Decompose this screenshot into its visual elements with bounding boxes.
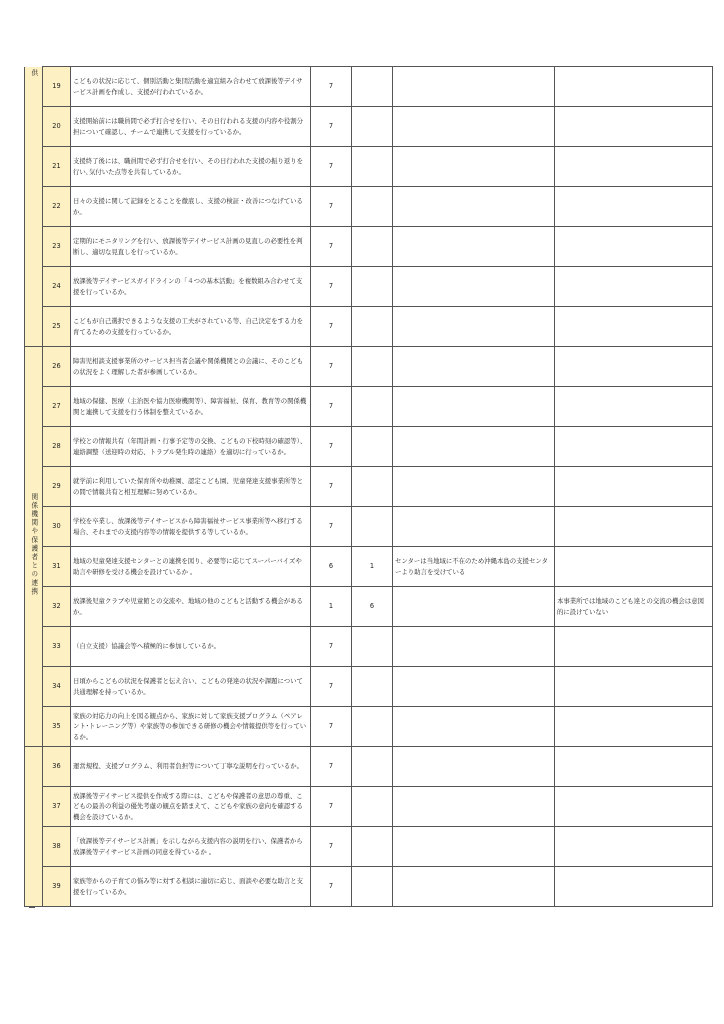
remarks-cell — [393, 467, 555, 507]
improvement-cell — [555, 667, 713, 707]
remarks-cell — [393, 267, 555, 307]
table-row — [25, 867, 713, 907]
item-number: 21 — [43, 147, 71, 187]
improvement-cell — [555, 747, 713, 787]
table-row — [25, 747, 713, 787]
remarks-cell: センターは当地域に不在のため沖縄本島の支援センターより助言を受けている — [393, 547, 555, 587]
improvement-cell — [555, 787, 713, 827]
no-count — [352, 307, 393, 347]
item-number: 22 — [43, 187, 71, 227]
table-row — [25, 787, 713, 827]
item-number: 34 — [43, 667, 71, 707]
no-count — [352, 227, 393, 267]
no-count — [352, 187, 393, 227]
item-number: 39 — [43, 867, 71, 907]
table-row — [25, 307, 713, 347]
no-count — [352, 467, 393, 507]
item-question: 日々の支援に関して記録をとることを徹底し、支援の検証・改善につなげているか。 — [71, 187, 311, 227]
item-question: 日頃からこどもの状況を保護者と伝え合い、こどもの発達の状況や課題について共通理解を持っているか。 — [71, 667, 311, 707]
table-row — [25, 707, 713, 747]
item-number: 36 — [43, 747, 71, 787]
table-row — [25, 627, 713, 667]
table-row — [25, 587, 713, 627]
yes-count: 7 — [311, 707, 352, 747]
yes-count: 7 — [311, 267, 352, 307]
category-cell — [25, 747, 43, 907]
yes-count: 7 — [311, 307, 352, 347]
improvement-cell — [555, 507, 713, 547]
item-question: 支援開始前には職員間で必ず打合せを行い、その日行われる支援の内容や役割分担について確認し、チームで連携して支援を行っているか。 — [71, 107, 311, 147]
remarks-cell — [393, 747, 555, 787]
item-number: 23 — [43, 227, 71, 267]
no-count — [352, 107, 393, 147]
category-label: 関係機関や保護者との連携 — [29, 493, 38, 597]
item-question: 就学前に利用していた保育所や幼稚園、認定こども園、児童発達支援事業所等との間で情報共有と相互理解に努めているか。 — [71, 467, 311, 507]
no-count — [352, 347, 393, 387]
remarks-cell — [393, 627, 555, 667]
remarks-cell — [393, 827, 555, 867]
no-count — [352, 707, 393, 747]
improvement-cell — [555, 627, 713, 667]
item-number: 20 — [43, 107, 71, 147]
yes-count: 7 — [311, 67, 352, 107]
improvement-cell — [555, 187, 713, 227]
remarks-cell — [393, 187, 555, 227]
table-row — [25, 147, 713, 187]
item-number: 37 — [43, 787, 71, 827]
no-count — [352, 147, 393, 187]
yes-count: 7 — [311, 467, 352, 507]
table-row — [25, 427, 713, 467]
remarks-cell — [393, 427, 555, 467]
item-question: 地域の児童発達支援センターとの連携を図り、必要等に応じてスーパーバイズや助言や研修を受ける機会を設けているか 。 — [71, 547, 311, 587]
table-row — [25, 547, 713, 587]
yes-count: 6 — [311, 547, 352, 587]
improvement-cell — [555, 867, 713, 907]
item-number: 33 — [43, 627, 71, 667]
improvement-cell — [555, 307, 713, 347]
no-count — [352, 667, 393, 707]
no-count — [352, 507, 393, 547]
item-number: 28 — [43, 427, 71, 467]
no-count — [352, 787, 393, 827]
remarks-cell — [393, 347, 555, 387]
item-number: 27 — [43, 387, 71, 427]
improvement-cell: 本事業所では地域のこども達との交流の機会は意図的に設けていない — [555, 587, 713, 627]
item-question: 運営規程、支援プログラム、利用者負担等について丁寧な説明を行っているか。 — [71, 747, 311, 787]
no-count — [352, 427, 393, 467]
improvement-cell — [555, 547, 713, 587]
item-question: 定期的にモニタリングを行い、放課後等デイサービス計画の見直しの必要性を判断し、適切な見直しを行っているか。 — [71, 227, 311, 267]
remarks-cell — [393, 667, 555, 707]
item-number: 30 — [43, 507, 71, 547]
item-question: 放課後等デイサービスガイドラインの「４つの基本活動」を複数組み合わせて支援を行っているか。 — [71, 267, 311, 307]
no-count: 6 — [352, 587, 393, 627]
remarks-cell — [393, 307, 555, 347]
item-question: 放課後等デイサービス提供を作成する際には、こどもや保護者の意思の尊重、こどもの最善の利益の優先考慮の観点を踏まえて、こどもや家族の意向を確認する機会を設けているか。 — [71, 787, 311, 827]
improvement-cell — [555, 147, 713, 187]
no-count — [352, 747, 393, 787]
item-number: 24 — [43, 267, 71, 307]
yes-count: 7 — [311, 827, 352, 867]
category-cell — [25, 67, 43, 347]
yes-count: 7 — [311, 347, 352, 387]
item-question: こどもが自己選択できるような支援の工夫がされている等、自己決定をする力を育てるための支援を行っているか。 — [71, 307, 311, 347]
yes-count: 7 — [311, 427, 352, 467]
item-number: 26 — [43, 347, 71, 387]
improvement-cell — [555, 107, 713, 147]
table-row — [25, 387, 713, 427]
no-count — [352, 387, 393, 427]
yes-count: 7 — [311, 627, 352, 667]
remarks-cell — [393, 507, 555, 547]
yes-count: 7 — [311, 747, 352, 787]
table-row — [25, 827, 713, 867]
evaluation-table-body — [25, 67, 713, 907]
no-count — [352, 267, 393, 307]
item-question: 地域の保健、医療（主治医や協力医療機関等）、障害福祉、保育、教育等の関係機関と連携して支援を行う体制を整えているか。 — [71, 387, 311, 427]
remarks-cell — [393, 787, 555, 827]
no-count — [352, 627, 393, 667]
yes-count: 7 — [311, 787, 352, 827]
improvement-cell — [555, 427, 713, 467]
table-row — [25, 187, 713, 227]
table-row — [25, 67, 713, 107]
remarks-cell — [393, 387, 555, 427]
table-row — [25, 227, 713, 267]
improvement-cell — [555, 347, 713, 387]
improvement-cell — [555, 387, 713, 427]
item-number: 32 — [43, 587, 71, 627]
improvement-cell — [555, 827, 713, 867]
item-number: 19 — [43, 67, 71, 107]
improvement-cell — [555, 707, 713, 747]
remarks-cell — [393, 147, 555, 187]
improvement-cell — [555, 227, 713, 267]
item-number: 35 — [43, 707, 71, 747]
item-number: 25 — [43, 307, 71, 347]
remarks-cell — [393, 67, 555, 107]
no-count — [352, 827, 393, 867]
table-row — [25, 507, 713, 547]
table-row — [25, 667, 713, 707]
table-row — [25, 107, 713, 147]
category-stub-line — [29, 906, 35, 908]
remarks-cell — [393, 587, 555, 627]
yes-count: 7 — [311, 667, 352, 707]
yes-count: 7 — [311, 227, 352, 267]
table-row — [25, 347, 713, 387]
no-count — [352, 67, 393, 107]
remarks-cell — [393, 867, 555, 907]
yes-count: 7 — [311, 187, 352, 227]
no-count — [352, 867, 393, 907]
item-question: 障害児相談支援事業所のサービス担当者会議や関係機関との会議に、そのこどもの状況をよく理解した者が参画しているか。 — [71, 347, 311, 387]
item-question: 放課後児童クラブや児童館との交流や、地域の他のこどもと活動する機会があるか。 — [71, 587, 311, 627]
evaluation-sheet — [24, 66, 713, 907]
category-label: 供 — [29, 68, 38, 78]
improvement-cell — [555, 67, 713, 107]
category-cell — [25, 347, 43, 747]
yes-count: 1 — [311, 587, 352, 627]
no-count: 1 — [352, 547, 393, 587]
item-number: 29 — [43, 467, 71, 507]
improvement-cell — [555, 267, 713, 307]
table-row — [25, 267, 713, 307]
improvement-cell — [555, 467, 713, 507]
table-row — [25, 467, 713, 507]
remarks-cell — [393, 707, 555, 747]
item-question: 学校との情報共有（年間計画・行事予定等の交換、こどもの下校時刻の確認等）、連絡調整（送迎時の対応、トラブル発生時の連絡）を適切に行っているか。 — [71, 427, 311, 467]
item-question: こどもの状況に応じて、個別活動と集団活動を適宜組み合わせて放課後等デイサービス計画を作成し、支援が行われているか。 — [71, 67, 311, 107]
item-question: （自立支援）協議会等へ積極的に参加しているか。 — [71, 627, 311, 667]
item-number: 38 — [43, 827, 71, 867]
item-question: 家族等からの子育ての悩み等に対する相談に適切に応じ、面談や必要な助言と支援を行っているか。 — [71, 867, 311, 907]
yes-count: 7 — [311, 507, 352, 547]
remarks-cell — [393, 227, 555, 267]
yes-count: 7 — [311, 867, 352, 907]
yes-count: 7 — [311, 147, 352, 187]
yes-count: 7 — [311, 387, 352, 427]
remarks-cell — [393, 107, 555, 147]
yes-count: 7 — [311, 107, 352, 147]
item-question: 学校を卒業し、放課後等デイサービスから障害福祉サービス事業所等へ移行する場合、それまでの支援内容等の情報を提供する等しているか。 — [71, 507, 311, 547]
item-number: 31 — [43, 547, 71, 587]
evaluation-table — [24, 66, 713, 907]
item-question: 「放課後等デイサービス計画」を示しながら支援内容の説明を行い、保護者から放課後等デイサービス計画の同意を得ているか 。 — [71, 827, 311, 867]
item-question: 支援終了後には、職員間で必ず打合せを行い、その日行われた支援の振り返りを行い､気付いた点等を共有しているか。 — [71, 147, 311, 187]
item-question: 家族の対応力の向上を図る観点から、家族に対して家族支援プログラム（ペアレント･トレーニング等）や家族等の参加できる研修の機会や情報提供等を行っているか。 — [71, 707, 311, 747]
